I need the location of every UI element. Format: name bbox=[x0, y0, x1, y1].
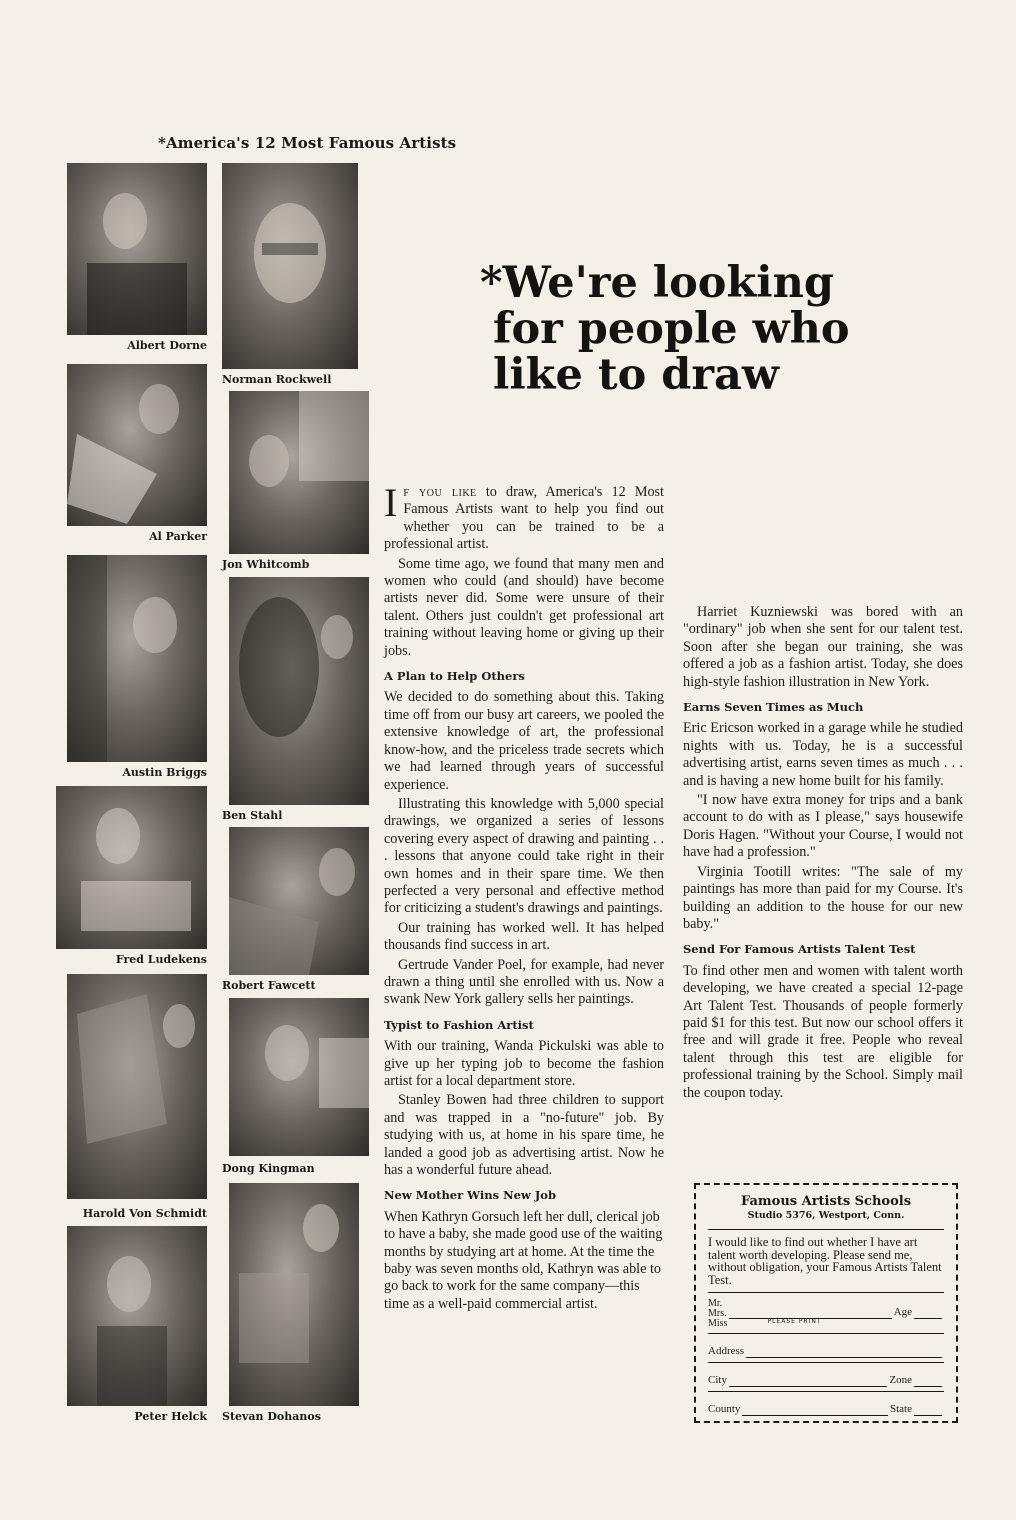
artists-header: *America's 12 Most Famous Artists bbox=[158, 134, 457, 152]
artist-photo-fawcett bbox=[229, 827, 369, 975]
paragraph: Eric Ericson worked in a garage while he studied nights with us. Today, he is a successful advertising artist, earns seven times as much . . . and is having a new home built for his family. bbox=[683, 720, 963, 789]
salutation-mrs: Mrs. bbox=[708, 1308, 727, 1319]
salutation-options[interactable] bbox=[708, 1299, 727, 1329]
paragraph: We decided to do something about this. Taking time off from our busy art careers, we pooled the extensive knowledge of art, the professional know-how, and the priceless trade secrets which we had learned through years of successful experience. bbox=[384, 689, 664, 793]
article-column-2 bbox=[683, 604, 963, 1104]
headline-line-3: like to draw bbox=[493, 350, 779, 400]
row-divider bbox=[708, 1362, 944, 1363]
address-field[interactable] bbox=[746, 1347, 942, 1358]
artist-name-kingman: Dong Kingman bbox=[222, 1162, 315, 1175]
row-divider bbox=[708, 1391, 944, 1392]
paragraph: Some time ago, we found that many men and women who could (and should) have become artists never did. Some were unsure of their talent. Others just couldn't get professional art training without leaving home or giving up their jobs. bbox=[384, 555, 664, 659]
paragraph: Our training has worked well. It has helped thousands find success in art. bbox=[384, 919, 664, 954]
name-field[interactable] bbox=[708, 1299, 944, 1329]
artist-name-ludekens: Fred Ludekens bbox=[115, 953, 207, 966]
county-label: County bbox=[708, 1403, 741, 1415]
artist-name-whitcomb: Jon Whitcomb bbox=[222, 558, 310, 571]
state-label: State bbox=[890, 1403, 912, 1415]
artist-photo-parker bbox=[67, 364, 207, 526]
coupon-title: Famous Artists Schools bbox=[740, 1194, 912, 1209]
intro-text: to draw, America's 12 Most Famous Artists want to help you find out whether you can be trained to be a professional artist. bbox=[384, 484, 665, 553]
city-field[interactable] bbox=[729, 1376, 887, 1387]
article-column-1 bbox=[384, 480, 665, 1315]
artist-photo-rockwell bbox=[222, 163, 358, 369]
age-label: Age bbox=[893, 1306, 912, 1318]
coupon-subtitle: Studio 5376, Westport, Conn. bbox=[747, 1210, 905, 1221]
subhead-earns: Earns Seven Times as Much bbox=[683, 700, 864, 715]
subhead-plan: A Plan to Help Others bbox=[384, 669, 525, 684]
coupon-divider bbox=[708, 1229, 944, 1230]
zone-label: Zone bbox=[889, 1374, 912, 1386]
county-row bbox=[708, 1402, 944, 1416]
artist-name-rockwell: Norman Rockwell bbox=[222, 373, 332, 386]
artist-name-parker: Al Parker bbox=[149, 530, 207, 543]
artist-photo-ludekens bbox=[56, 786, 207, 949]
coupon-divider bbox=[708, 1292, 944, 1293]
artist-name-dohanos: Stevan Dohanos bbox=[222, 1410, 321, 1423]
salutation-mr: Mr. bbox=[708, 1298, 723, 1309]
paragraph: With our training, Wanda Pickulski was able to give up her typing job to become the fashion artist for a local department store. bbox=[384, 1038, 664, 1089]
artist-name-stahl: Ben Stahl bbox=[222, 809, 283, 822]
paragraph: When Kathryn Gorsuch left her dull, clerical job to have a baby, she made good use of the waiting months by studying art at home. At the time the baby was seven months old, Kathryn was able to go back to work for the same company—this time as a well-paid commercial artist. bbox=[384, 1208, 663, 1312]
artist-photo-dorne bbox=[67, 163, 207, 335]
artist-name-fawcett: Robert Fawcett bbox=[222, 979, 316, 992]
city-row bbox=[708, 1373, 944, 1387]
paragraph: Gertrude Vander Poel, for example, had never drawn a thing until she enrolled with us. Now a swank New York gallery sells her paintings. bbox=[384, 956, 664, 1008]
coupon-text: I would like to find out whether I have art talent worth developing. Please send me, without obligation, your Famous Artists Talent Test. bbox=[708, 1235, 942, 1287]
artist-name-vonschmidt: Harold Von Schmidt bbox=[82, 1207, 207, 1220]
please-print-label: PLEASE PRINT bbox=[767, 1318, 822, 1325]
artist-photo-dohanos bbox=[229, 1183, 359, 1406]
address-label: Address bbox=[708, 1345, 745, 1357]
paragraph: To find other men and women with talent worth developing, we have created a special 12-page Art Talent Test. Thousands of people formerly paid $1 for this test. But now our school offers it free and will grade it free. People who reveal talent through this test are eligible for professional training by the School. Simply mail the coupon today. bbox=[683, 962, 963, 1101]
artist-name-briggs: Austin Briggs bbox=[122, 766, 207, 779]
zone-field[interactable] bbox=[914, 1376, 942, 1387]
coupon[interactable] bbox=[694, 1183, 958, 1423]
drop-cap: I bbox=[384, 480, 398, 525]
age-field[interactable] bbox=[914, 1308, 942, 1319]
artist-photo-vonschmidt bbox=[67, 974, 207, 1199]
artist-photo-kingman bbox=[229, 998, 369, 1156]
row-divider bbox=[708, 1333, 944, 1334]
artist-photo-whitcomb bbox=[229, 391, 369, 554]
state-field[interactable] bbox=[914, 1405, 942, 1416]
artist-name-helck: Peter Helck bbox=[134, 1410, 207, 1423]
artist-photo-briggs bbox=[67, 555, 207, 762]
county-field[interactable] bbox=[742, 1405, 888, 1416]
headline-line-2: for people who bbox=[493, 304, 850, 354]
paragraph: Harriet Kuzniewski was bored with an "ordinary" job when she sent for our talent test. Soon after she began our training, she was offered a job as a fashion artist. Today, she does high-style fashion illustration in New York. bbox=[683, 604, 963, 690]
city-label: City bbox=[708, 1374, 727, 1386]
artist-photo-stahl bbox=[229, 577, 369, 805]
headline bbox=[480, 260, 940, 398]
paragraph: "I now have extra money for trips and a bank account to do with as I please," says housewife Doris Hagen. "Without your Course, I would not have had a profession." bbox=[683, 792, 963, 861]
headline-line-1: *We're looking bbox=[480, 258, 834, 308]
paragraph: Stanley Bowen had three children to support and was trapped in a "no-future" job. By studying with us, at home in his spare time, he landed a good job as advertising artist. Now he has a wonderful future ahead. bbox=[384, 1092, 664, 1179]
subhead-send: Send For Famous Artists Talent Test bbox=[683, 942, 916, 957]
article-intro bbox=[384, 480, 665, 554]
artist-name-dorne: Albert Dorne bbox=[127, 339, 207, 352]
subhead-typist: Typist to Fashion Artist bbox=[384, 1017, 534, 1032]
salutation-miss: Miss bbox=[708, 1318, 728, 1329]
lead-smallcaps: f you like bbox=[403, 484, 477, 500]
artist-photo-helck bbox=[67, 1226, 207, 1406]
paragraph: Virginia Tootill writes: "The sale of my paintings has more than paid for my Course. It's building an addition to the house for our new baby." bbox=[683, 863, 963, 932]
address-row bbox=[708, 1344, 944, 1358]
paragraph: Illustrating this knowledge with 5,000 special drawings, we organized a series of lessons covering every aspect of drawing and painting . . . lessons that anyone could take right in their own homes and in their spare time. We then perfected a very personal and effective method for criticizing a student's drawings and paintings. bbox=[384, 795, 664, 917]
subhead-mother: New Mother Wins New Job bbox=[384, 1188, 556, 1203]
